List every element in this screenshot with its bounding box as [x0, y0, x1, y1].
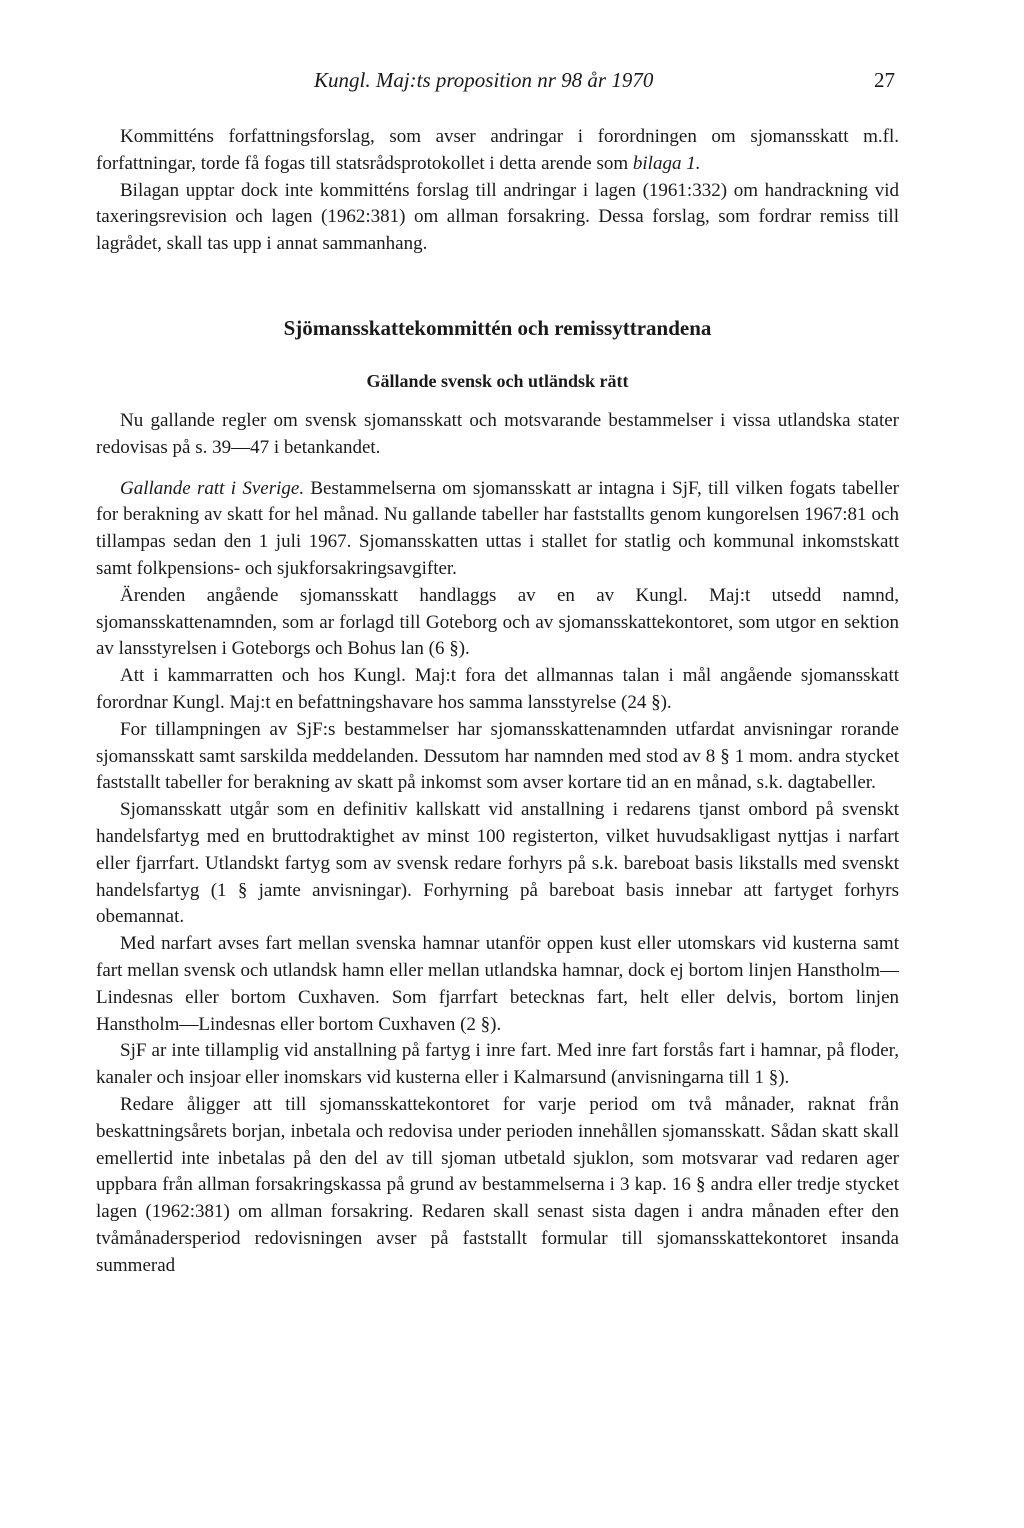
- appendix-reference: bilaga 1.: [632, 152, 701, 174]
- page-number: 27: [874, 68, 895, 92]
- body-text: [96, 124, 899, 1279]
- swedish-law-text: Bestammelserna om sjomansskatt ar intagna i SjF, till vilken fogats tabeller for berakning av skatt for hel månad. Nu gallande tabeller har faststallts genom kungorelsen 1967:81 och tillampas sedan den 1 juli 1967. Sjomansskatten uttas i stallet for statlig och kommunal inkomstskatt samt folkpensions- och sjukforsakringsavgifter.: [96, 477, 899, 579]
- body-paragraph: Att i kammarratten och hos Kungl. Maj:t fora det allmannas talan i mål angående sjomansskatt forordnar Kungl. Maj:t en befattningshavare hos samma lansstyrelse (24 §).: [96, 665, 899, 713]
- subsection-heading: Gällande svensk och utländsk rätt: [366, 370, 629, 391]
- body-paragraph: Sjomansskatt utgår som en definitiv kallskatt vid anstallning i redarens tjanst ombord på svenskt handelsfartyg med en bruttodraktighet av minst 100 registerton, vilket huvudsakligast nyttjas i narfart eller fjarrfart. Utlandskt fartyg som av svensk redare forhyrs på s.k. bareboat basis likstalls med svenskt handelsfartyg (1 § jamte anvisningar). Forhyrning på bareboat basis innebar att fartyget forhyrs obemannat.: [96, 799, 899, 928]
- body-paragraph: For tillampningen av SjF:s bestammelser har sjomansskattenamnden utfardat anvisningar rorande sjomansskatt samt sarskilda meddelanden. Dessutom har namnden med stod av 8 § 1 mom. andra stycket faststallt tabeller for berakning av skatt på inkomst som avser kortare tid an en månad, s.k. dagtabeller.: [96, 718, 899, 794]
- intro-paragraph-1-text: Kommitténs forfattningsforslag, som avser andringar i forordningen om sjomansskatt m.fl. forfattningar, torde få fogas till statsrådsprotokollet i detta arende som: [96, 126, 899, 174]
- body-paragraph: Redare åligger att till sjomansskattekontoret for varje period om två månader, raknat från beskattningsårets borjan, inbetala och redovisa under perioden innehållen sjomansskatt. Sådan skatt skall emellertid inte inbetalas på den del av till sjoman utbetald sjuklon, som motsvarar vad redaren ager uppbara från allman forsakringskassa på grund av bestammelserna i 3 kap. 16 § andra eller tredje stycket lagen (1962:381) om allman forsakring. Redaren skall senast sista dagen i andra månaden efter den tvåmånadersperiod redovisningen avser på faststallt formular till sjomansskattekontoret insanda summerad: [96, 1093, 899, 1276]
- section-intro-paragraph: Nu gallande regler om svensk sjomansskatt och motsvarande bestammelser i vissa utlandska stater redovisas på s. 39—47 i betankandet.: [96, 409, 899, 458]
- intro-paragraph-1: [96, 124, 899, 178]
- body-paragraph: Med narfart avses fart mellan svenska hamnar utanför oppen kust eller utomskars vid kusterna samt fart mellan svensk och utlandsk hamn eller mellan utlandska hamnar, dock ej bortom linjen Hanstholm—Lindesnas eller bortom Cuxhaven. Som fjarrfart betecknas fart, helt eller delvis, bortom linjen Hanstholm—Lindesnas eller bortom Cuxhaven (2 §).: [96, 933, 899, 1035]
- document-page: [96, 0, 899, 1528]
- publication-title: Kungl. Maj:ts proposition nr 98 år 1970: [314, 68, 654, 92]
- run-in-heading: Gallande ratt i Sverige.: [120, 477, 305, 499]
- section-heading: Sjömansskattekommittén och remissyttrandena: [283, 315, 712, 340]
- intro-paragraph-2: Bilagan upptar dock inte kommitténs forslag till andringar i lagen (1961:332) om handrackning vid taxeringsrevision och lagen (1962:381) om allman forsakring. Dessa forslag, som fordrar remiss till lagrådet, skall tas upp i annat sammanhang.: [96, 179, 899, 255]
- body-paragraph: SjF ar inte tillamplig vid anstallning på fartyg i inre fart. Med inre fart forstås fart i hamnar, på floder, kanaler och insjoar eller inomskars vid kusterna eller i Kalmarsund (anvisningarna till 1 §).: [96, 1040, 899, 1089]
- running-header: [96, 62, 899, 98]
- swedish-law-paragraph: [96, 476, 899, 583]
- body-paragraph: Ärenden angående sjomansskatt handlaggs av en av Kungl. Maj:t utsedd namnd, sjomansskattenamnden, som ar forlagd till Goteborg och av sjomansskattekontoret, som utgor en sektion av lansstyrelsen i Goteborgs och Bohus lan (6 §).: [96, 584, 899, 660]
- paragraph-gap: [96, 462, 899, 476]
